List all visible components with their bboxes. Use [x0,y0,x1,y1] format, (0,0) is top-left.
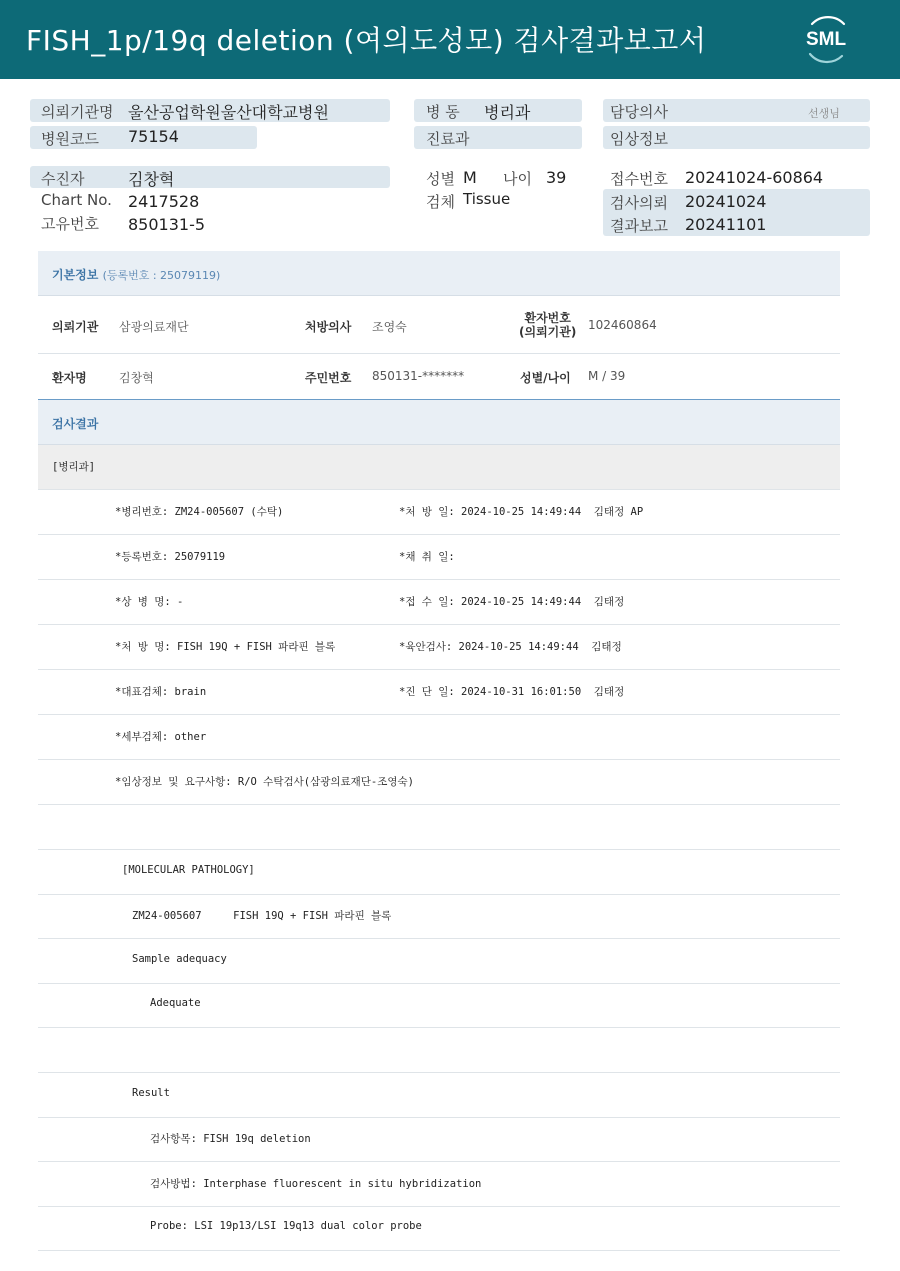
result-left-text: *등록번호: 25079119 [115,551,226,563]
result-right-text: *육안검사: 2024-10-25 14:49:44 김태정 [399,641,622,653]
clinical-info-label: 임상정보 [610,130,668,148]
basic-info-title: 기본정보 [52,268,99,282]
report-line-row [38,850,840,895]
requesting-institution-value: 삼광의료재단 [119,320,189,334]
result-row [38,760,840,805]
report-line-row [38,894,840,939]
result-right-text: *접 수 일: 2024-10-25 14:49:44 김태정 [399,596,625,608]
result-left-text: *처 방 명: FISH 19Q + FISH 파라핀 블록 [115,641,336,653]
report-line-text: 검사항목: FISH 19q deletion [150,1133,311,1146]
result-right-text: *채 취 일: [399,551,455,563]
receipt-no-label: 접수번호 [610,170,668,188]
report-line-text: 검사방법: Interphase fluorescent in situ hybridization [150,1177,482,1190]
specimen-value: Tissue [463,190,511,208]
result-right-text: *처 방 일: 2024-10-25 14:49:44 김태정 AP [399,506,644,518]
patient-value: 김창혁 [128,170,175,189]
report-line-text: Adequate [150,997,201,1010]
requesting-institution-label: 의뢰기관 [52,320,99,334]
basic-info-sub: (등록번호 : 25079119) [102,269,221,282]
patient-name-value: 김창혁 [119,371,154,385]
requesting-org-label: 의뢰기관명 [41,103,114,121]
sex-value: M [463,168,477,187]
report-line-row [38,983,840,1028]
doctor-suffix: 선생님 [808,107,840,120]
resident-number-label: 주민번호 [305,371,352,385]
dept-row [38,445,840,490]
result-left-text: *대표검체: brain [115,686,207,698]
report-line-row [38,1073,840,1118]
results-header [38,400,840,445]
results-title: 검사결과 [52,417,99,431]
result-left-text: *병리번호: ZM24-005607 (수탁) [115,506,284,518]
info-row-2 [38,354,840,400]
result-report-label: 결과보고 [610,217,668,235]
sex-age-value: M / 39 [588,369,626,383]
age-value: 39 [546,168,567,187]
chart-no-value: 2417528 [128,192,200,211]
report-line-text: Sample adequacy [132,952,227,965]
sml-logo [798,12,854,66]
info-row-1 [38,297,840,354]
patient-name-label: 환자명 [52,371,87,385]
report-title: FISH_1p/19q deletion (여의도성모) 검사결과보고서 [26,24,707,57]
report-line-text: Probe: LSI 19p13/LSI 19q13 dual color probe [150,1220,422,1233]
patient-number-value: 102460864 [588,318,657,332]
patient-label: 수진자 [41,170,85,188]
prescribing-doctor-value: 조영숙 [372,320,407,334]
chart-no-label: Chart No. [41,191,112,209]
result-row [38,580,840,625]
result-left-text: *상 병 명: - [115,596,184,608]
report-line-row [38,939,840,984]
result-right-text: *진 단 일: 2024-10-31 16:01:50 김태정 [399,686,625,698]
ward-label: 병 동 [426,103,460,121]
result-report-value: 20241101 [685,215,767,234]
resident-number-value: 850131-******* [372,369,465,383]
report-panel [38,251,840,1261]
specimen-label: 검체 [426,193,455,211]
hospital-code-value: 75154 [128,127,179,146]
prescribing-doctor-label: 처방의사 [305,320,352,334]
dept-label: [병리과] [52,461,96,473]
report-line-row [38,1162,840,1207]
patient-number-label: 환자번호 (의뢰기관) [519,311,577,339]
report-line-text: [MOLECULAR PATHOLOGY] [122,863,255,876]
report-line-text: ZM24-005607 FISH 19Q + FISH 파라핀 블록 [132,910,392,923]
test-request-value: 20241024 [685,192,767,211]
report-line-row [38,1117,840,1162]
receipt-no-value: 20241024-60864 [685,168,824,187]
basic-info-header [38,251,840,296]
result-row [38,715,840,760]
result-left-text: *세부검체: other [115,731,207,743]
ward-value: 병리과 [484,103,531,122]
doctor-label: 담당의사 [610,103,668,121]
logo-text: SML [805,29,847,50]
sex-age-label: 성별/나이 [520,371,571,385]
age-label: 나이 [503,170,532,188]
unique-no-label: 고유번호 [41,215,99,233]
result-row [38,625,840,670]
test-request-label: 검사의뢰 [610,194,668,212]
requesting-org-value: 울산공업학원울산대학교병원 [128,103,329,122]
result-row [38,670,840,715]
hospital-code-label: 병원코드 [41,130,99,148]
report-line-row [38,805,840,850]
unique-no-value: 850131-5 [128,215,206,234]
report-line-row [38,1206,840,1251]
result-row [38,535,840,580]
report-header [0,0,900,79]
result-left-text: *임상정보 및 요구사항: R/O 수탁검사(삼광의료재단-조영숙) [115,776,415,788]
report-line-row [38,1028,840,1073]
report-line-text: Result [132,1086,170,1099]
sex-label: 성별 [426,170,455,188]
department-label: 진료과 [426,130,470,148]
result-row [38,490,840,535]
